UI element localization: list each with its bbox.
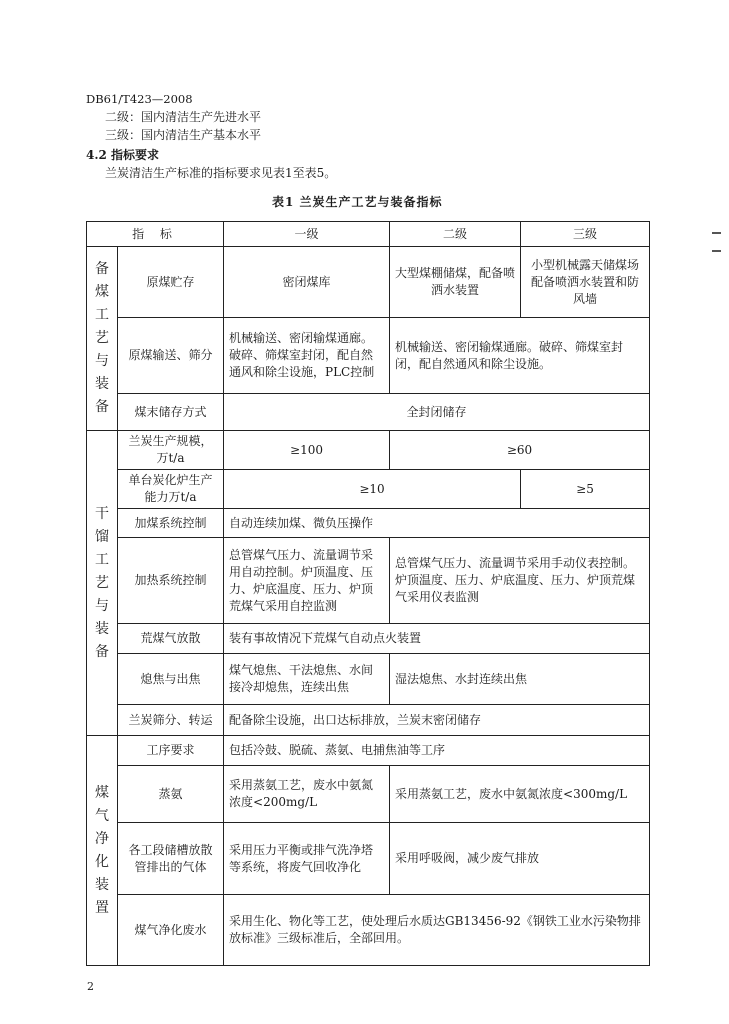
all-levels-value: 采用生化、物化等工艺，使处理后水质达GB13456-92《钢铁工业水污染物排放标准》三级标准后，全部回用。: [224, 895, 650, 966]
level1-value: 机械输送、密闭输煤通廊。破碎、筛煤室封闭，配自然通风和除尘设施，PLC控制: [224, 318, 390, 394]
table-row: [87, 431, 650, 470]
process-equipment-table: [86, 221, 650, 966]
level-2-definition: 二级：国内清洁生产先进水平: [105, 110, 262, 124]
level23-value: ≥60: [390, 431, 650, 470]
column-header-level1: 一级: [224, 222, 390, 247]
level1-value: 密闭煤库: [224, 247, 390, 318]
level23-value: 总管煤气压力、流量调节采用手动仪表控制。炉顶温度、压力、炉底温度、压力、炉顶荒煤气采用仪表监测: [390, 538, 650, 624]
indicator-name: 熄焦与出焦: [118, 654, 224, 705]
group-coal-preparation: 备煤工艺与装备: [87, 247, 118, 431]
level-3-definition: 三级：国内清洁生产基本水平: [105, 128, 262, 142]
section-heading: 4.2 指标要求: [86, 148, 160, 162]
all-levels-value: 装有事故情况下荒煤气自动点火装置: [224, 624, 650, 654]
document-id: DB61/T423—2008: [86, 92, 193, 106]
indicator-name: 原煤贮存: [118, 247, 224, 318]
indicator-name: 加煤系统控制: [118, 509, 224, 538]
table-caption: 表1 兰炭生产工艺与装备指标: [272, 195, 443, 209]
table-row: [87, 705, 650, 736]
table-row: [87, 766, 650, 823]
table-row: [87, 823, 650, 895]
level3-value: ≥5: [521, 470, 650, 509]
level1-value: 采用压力平衡或排气洗净塔等系统，将废气回收净化: [224, 823, 390, 895]
column-header-level2: 二级: [390, 222, 521, 247]
column-header-indicator: 指 标: [87, 222, 224, 247]
indicator-name: 原煤输送、筛分: [118, 318, 224, 394]
indicator-name: 兰炭生产规模，万t/a: [118, 431, 224, 470]
page-number: 2: [87, 980, 94, 993]
margin-mark: [712, 232, 721, 234]
all-levels-value: 自动连续加煤、微负压操作: [224, 509, 650, 538]
table-row: [87, 394, 650, 431]
indicator-name: 加热系统控制: [118, 538, 224, 624]
level23-value: 湿法熄焦、水封连续出焦: [390, 654, 650, 705]
table-row: [87, 318, 650, 394]
all-levels-value: 包括冷鼓、脱硫、蒸氨、电捕焦油等工序: [224, 736, 650, 766]
table-row: [87, 654, 650, 705]
indicator-name: 荒煤气放散: [118, 624, 224, 654]
level1-value: ≥100: [224, 431, 390, 470]
level2-value: 大型煤棚储煤，配备喷洒水装置: [390, 247, 521, 318]
indicator-name: 单台炭化炉生产能力万t/a: [118, 470, 224, 509]
table-row: [87, 624, 650, 654]
level23-value: 机械输送、密闭输煤通廊。破碎、筛煤室封闭，配自然通风和除尘设施。: [390, 318, 650, 394]
indicator-name: 工序要求: [118, 736, 224, 766]
level1-value: 总管煤气压力、流量调节采用自动控制。炉顶温度、压力、炉底温度、压力、炉顶荒煤气采用自控监测: [224, 538, 390, 624]
margin-mark: [712, 250, 721, 252]
indicator-name: 蒸氨: [118, 766, 224, 823]
table-row: [87, 538, 650, 624]
table-row: [87, 470, 650, 509]
intro-paragraph: 兰炭清洁生产标准的指标要求见表1至表5。: [105, 166, 337, 180]
group-gas-purification: 煤气净化装置: [87, 736, 118, 966]
column-header-level3: 三级: [521, 222, 650, 247]
level23-value: 采用呼吸阀，减少废气排放: [390, 823, 650, 895]
all-levels-value: 全封闭储存: [224, 394, 650, 431]
level1-value: 采用蒸氨工艺，废水中氨氮浓度<200mg/L: [224, 766, 390, 823]
table-row: [87, 736, 650, 766]
indicator-name: 煤气净化废水: [118, 895, 224, 966]
level1-value: 煤气熄焦、干法熄焦、水间接冷却熄焦，连续出焦: [224, 654, 390, 705]
level12-value: ≥10: [224, 470, 521, 509]
indicator-name: 兰炭筛分、转运: [118, 705, 224, 736]
indicator-name: 煤末储存方式: [118, 394, 224, 431]
table-row: [87, 509, 650, 538]
table-row: [87, 247, 650, 318]
all-levels-value: 配备除尘设施，出口达标排放，兰炭末密闭储存: [224, 705, 650, 736]
table-row: [87, 895, 650, 966]
level23-value: 采用蒸氨工艺，废水中氨氮浓度<300mg/L: [390, 766, 650, 823]
level3-value: 小型机械露天储煤场配备喷洒水装置和防风墙: [521, 247, 650, 318]
group-carbonization: 干馏工艺与装备: [87, 431, 118, 736]
table-header-row: [87, 222, 650, 247]
indicator-name: 各工段储槽放散管排出的气体: [118, 823, 224, 895]
